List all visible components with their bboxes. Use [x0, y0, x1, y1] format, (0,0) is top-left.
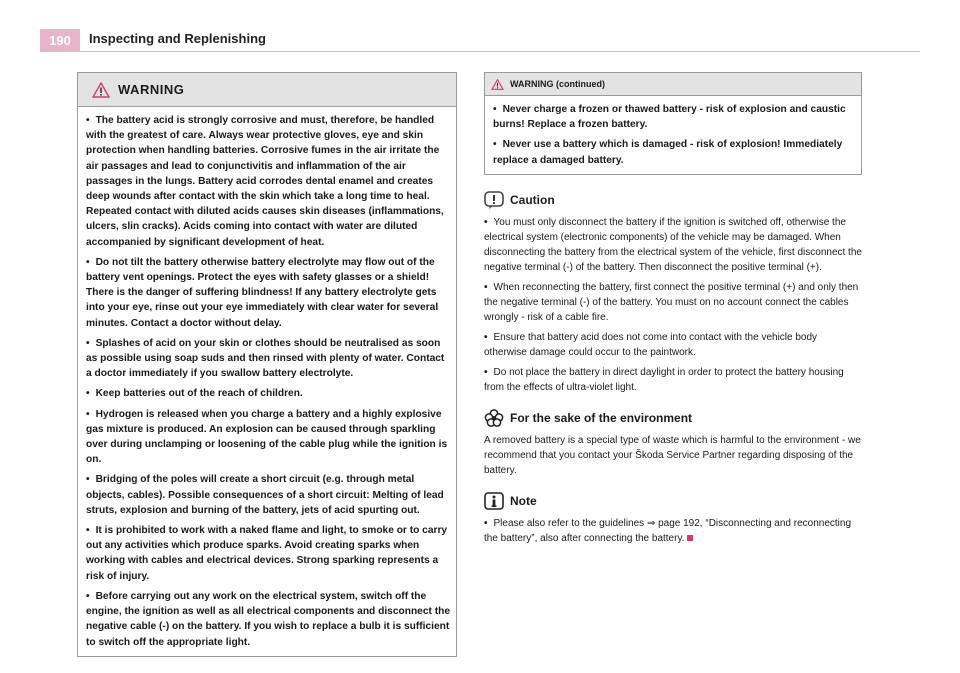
- header-divider: [40, 51, 920, 52]
- warning-title: WARNING: [118, 82, 185, 97]
- caution-title: Caution: [510, 192, 555, 207]
- left-column: [77, 72, 457, 657]
- warning-continued-body: [485, 96, 861, 174]
- warning-item: • The battery acid is strongly corrosive and must, therefore, be handled with the greatest of care. Always wear protective gloves, eye and skin protection when handling batteries. Corrosive fumes in the air irritate the air passages and lead to conjunctivitis and inflammation of the air passages in the lungs. Battery acid corrodes dental enamel and creates deep wounds after contact with the skin which take a long time to heal. Repeated contact with diluted acids causes skin diseases (inflammations, ulcers, slin cracks). Acids coming into contact with water are diluted accompanied by significant development of heat.: [86, 115, 444, 248]
- environment-header: [484, 409, 862, 427]
- warning-item: • Never use a battery which is damaged - risk of explosion! Immediately replace a damaged battery.: [493, 139, 843, 166]
- warning-header: [78, 73, 456, 107]
- warning-item: • Keep batteries out of the reach of children.: [86, 388, 303, 400]
- page-number: 190: [40, 29, 80, 51]
- right-column: [484, 72, 862, 551]
- note-header: [484, 492, 862, 510]
- note-title: Note: [510, 493, 537, 508]
- warning-continued-header: [485, 73, 861, 96]
- environment-text: A removed battery is a special type of waste which is harmful to the environment - we recommend that you contact your Škoda Service Partner regarding disposing of the battery.: [484, 434, 861, 476]
- environment-title: For the sake of the environment: [510, 410, 693, 425]
- warning-item: • Hydrogen is released when you charge a battery and a highly explosive gas mixture is produced. An explosion can be caused through sparkling over during unclamping or loosening of the cable plug while the ignition is on.: [86, 408, 448, 466]
- warning-triangle-icon: [92, 82, 110, 98]
- caution-icon: [484, 191, 504, 209]
- caution-item: • Ensure that battery acid does not come into contact with the vehicle body otherwise damage could occur to the paintwork.: [484, 331, 818, 358]
- warning-box: [77, 72, 457, 657]
- warning-item: • Never charge a frozen or thawed battery - risk of explosion and caustic burns! Replace a frozen battery.: [493, 104, 846, 131]
- warning-item: • Splashes of acid on your skin or clothes should be neutralised as soon as possible using soap suds and then rinsed with plenty of water. Contact a doctor immediately if you swallow battery electrolyte.: [86, 337, 445, 380]
- warning-continued-box: [484, 72, 862, 175]
- section-title: Inspecting and Replenishing: [89, 31, 266, 46]
- caution-header: [484, 191, 862, 209]
- warning-item: • Before carrying out any work on the electrical system, switch off the engine, the ignition as well as all electrical components and disconnect the negative cable (-) on the battery. If you wish to replace a bulb it is sufficient to switch off the appropriate light.: [86, 590, 451, 648]
- caution-item: • You must only disconnect the battery if the ignition is switched off, otherwise the electrical system (electronic components) of the vehicle may be damaged. When disconnecting the battery from the electrical system of the vehicle, first disconnect the negative terminal (-) of the battery. Then disconnect the positive terminal (+).: [484, 216, 862, 273]
- warning-item: • Do not tilt the battery otherwise battery electrolyte may flow out of the battery vent openings. Protect the eyes with safety glasses or a shield! There is the danger of suffering blindness! If any battery electrolyte gets into your eye, rinse out your eye immediately with clear water for several minutes. Contact a doctor without delay.: [86, 256, 439, 329]
- info-icon: [484, 492, 504, 510]
- flower-icon: [484, 409, 504, 427]
- note-text: • Please also refer to the guidelines ⇒ page 192, “Disconnecting and reconnecting the battery”, also after connecting the battery.: [484, 517, 852, 544]
- caution-item: • Do not place the battery in direct daylight in order to protect the battery housing from the effects of ultra-violet light.: [484, 366, 844, 393]
- warning-item: • It is prohibited to work with a naked flame and light, to smoke or to carry out any activities which produce sparks. Avoid creating sparks when working with cables and electrical devices. Strong sparking represents a risk of injury.: [86, 525, 448, 582]
- end-of-section-mark: [687, 535, 693, 541]
- warning-continued-title: WARNING (continued): [510, 79, 605, 89]
- warning-body: [78, 107, 456, 656]
- warning-triangle-icon: [491, 79, 504, 90]
- caution-item: • When reconnecting the battery, first connect the positive terminal (+) and only then the negative terminal (-) of the battery. You must on no account connect the cables wrongly - risk of a cable fire.: [484, 281, 859, 323]
- warning-item: • Bridging of the poles will create a short circuit (e.g. through metal objects, cables). Possible consequences of a short circuit: Melting of lead struts, explosion and burning of the battery, jets of acid spurting out.: [86, 474, 444, 516]
